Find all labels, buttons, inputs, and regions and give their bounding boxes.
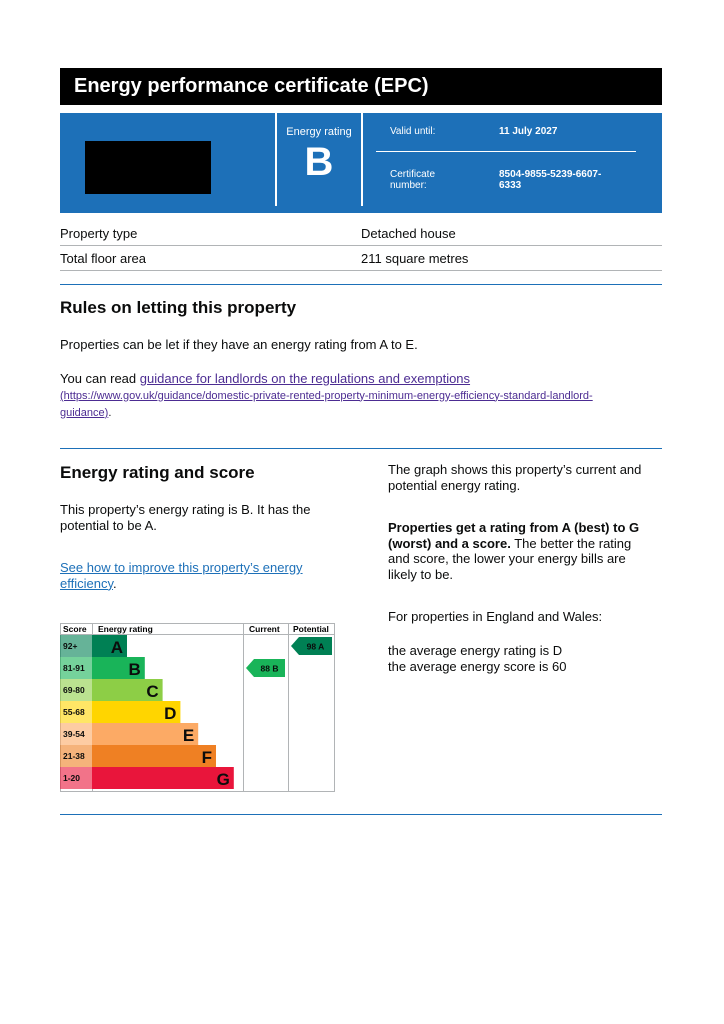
rating-line: This property’s energy rating is B. It has the [60,502,311,517]
section-divider [60,284,662,285]
improve-link-end[interactable]: efficiency [60,575,113,591]
section-divider [60,448,662,449]
text-line: potential energy rating. [388,477,521,493]
rating-band-letter: E [182,726,195,745]
average-score: the average energy score is 60 [388,658,567,674]
score-range-label: 92+ [63,641,78,651]
text-line-bold: (worst) and a score. [388,535,511,551]
divider [361,113,363,206]
average-rating: the average energy rating is D [388,643,563,658]
summary-panel [60,113,662,213]
potential-rating-label: 98 A [306,641,325,652]
property-key: Total floor area [60,251,146,266]
certificate-number-label: Certificate number: [390,169,436,191]
rating-band-letter: B [128,660,141,679]
letting-paragraph: Properties can be let if they have an energy rating from A to E. [60,337,418,352]
england-wales-label: For properties in England and Wales: [388,609,603,624]
property-value: Detached house [361,226,456,241]
divider [275,113,277,206]
valid-until-value: 11 July 2027 [499,126,558,137]
redacted-address [85,141,211,194]
rating-band-f [92,745,216,767]
improve-paragraph [60,560,303,591]
current-rating-label: 88 B [260,663,279,674]
guidance-prefix: You can read [60,371,140,386]
score-range-label: 55-68 [63,707,85,717]
improve-suffix: . [113,575,117,591]
text-line: likely to be. [388,566,454,582]
divider [376,151,636,152]
score-range-label: 69-80 [63,685,85,695]
rating-band-letter: A [110,638,123,657]
valid-until-label: Valid until: [390,126,436,137]
graph-description [388,462,641,493]
guidance-url-link-end[interactable]: guidance) [60,406,109,419]
property-row [60,221,662,246]
header-potential: Potential [293,624,329,634]
rating-band-g [92,767,234,789]
text-line: and score, the lower your energy bills are [388,551,626,566]
guidance-suffix: . [108,406,112,419]
average-values [388,643,567,674]
rating-band-letter: F [201,748,212,767]
property-key: Property type [60,226,138,241]
rating-heading: Energy rating and score [60,463,255,482]
score-range-label: 81-91 [63,663,85,673]
letting-guidance [60,371,670,421]
energy-rating-letter: B [304,140,334,184]
header-score: Score [63,624,87,634]
guidance-link[interactable]: guidance for landlords on the regulations and exemptions [139,371,471,386]
text-line: The better the rating [510,535,632,551]
improve-link[interactable]: See how to improve this property’s energy [60,560,303,575]
page-title: Energy performance certificate (EPC) [74,75,429,97]
rating-band-letter: G [216,770,230,789]
score-range-label: 1-20 [63,773,81,783]
header-current: Current [249,624,280,634]
score-range-label: 39-54 [63,729,85,739]
certificate-number-value: 8504-9855-5239-6607-6333 [499,169,602,191]
letting-heading: Rules on letting this property [60,298,297,317]
header-energy-rating: Energy rating [98,624,153,634]
rating-paragraph [60,502,311,533]
guidance-url-link[interactable]: (https://www.gov.uk/guidance/domestic-private-rented-property-minimum-energy-efficiency-standard-landlord- [60,389,593,402]
epc-rating-graph [60,623,336,793]
text-line-bold: Properties get a rating from A (best) to G [388,520,640,535]
energy-rating-label: Energy rating [286,126,352,138]
score-range-label: 21-38 [63,751,85,761]
property-row [60,246,662,271]
rating-explanation [388,520,639,582]
rating-line: potential to be A. [60,517,157,533]
rating-band-letter: D [164,704,177,723]
text-line: The graph shows this property’s current and [388,462,642,477]
property-value: 211 square metres [361,251,469,266]
rating-band-letter: C [146,682,159,701]
title-bar [60,68,662,105]
section-divider [60,814,662,815]
